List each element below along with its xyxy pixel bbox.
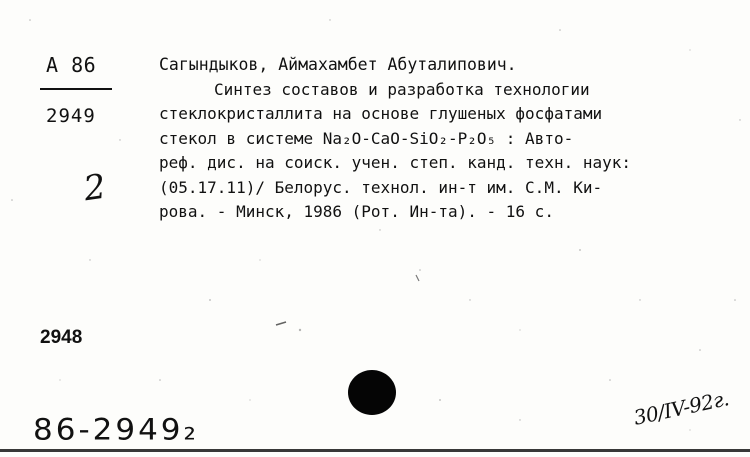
copy-mark-handwritten: 2 <box>81 166 109 210</box>
entry-line: стеклокристаллита на основе глушеных фосфатами <box>159 104 603 123</box>
entry-line: рова. - Минск, 1986 (Рот. Ин-та). - 16 с. <box>159 202 554 221</box>
entry-line: (05.17.11)/ Белорус. технол. ин-т им. С.М. Ки- <box>159 177 603 197</box>
shelfmark: А 86 <box>46 53 97 77</box>
date-mark-handwritten: 30/IV-92г. <box>631 386 731 430</box>
entry-author: Сагындыков, Аймахамбет Абуталипович. <box>159 55 517 74</box>
entry-line: Синтез составов и разработка технологии <box>214 79 590 99</box>
bottom-number-handwritten: 86-2949₂ <box>33 412 199 448</box>
shelfmark-divider <box>40 88 112 90</box>
side-number: 2948 <box>40 327 83 348</box>
bibliographic-entry <box>159 53 737 225</box>
card-punch-hole <box>348 370 396 415</box>
entry-line: реф. дис. на соиск. учен. степ. канд. техн. наук: <box>159 153 632 172</box>
accession-number: 2949 <box>46 105 96 127</box>
entry-line: стекол в системе Na₂O-CaO-SiO₂-P₂O₅ : Авто- <box>159 128 574 148</box>
bottom-edge-line <box>0 449 750 452</box>
